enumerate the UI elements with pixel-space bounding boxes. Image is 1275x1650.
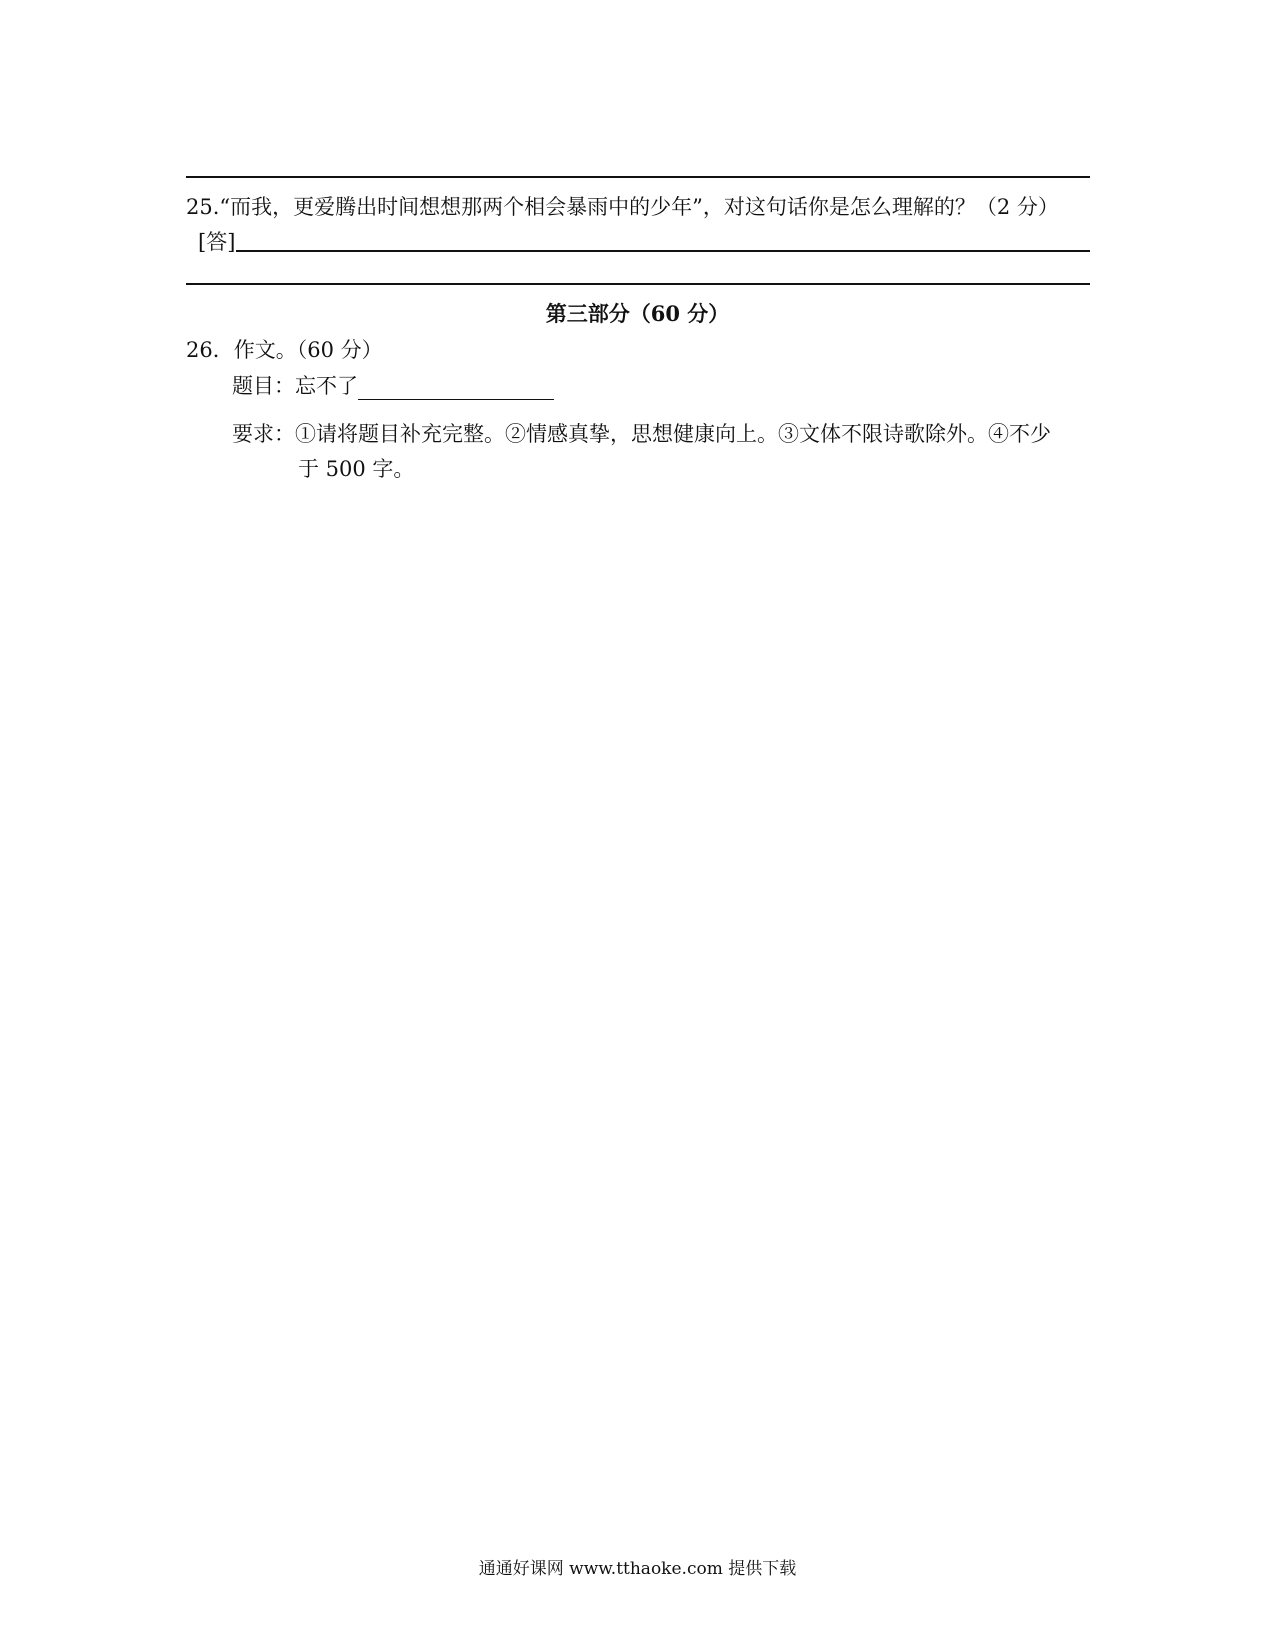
answer-line[interactable]	[236, 250, 1090, 252]
essay-title-label: 题目：忘不了	[232, 374, 358, 398]
requirements-line-2: 于 500 字。	[298, 457, 415, 481]
divider-top	[186, 176, 1090, 178]
essay-title-prompt	[232, 372, 554, 400]
answer-label: [答]	[198, 230, 236, 254]
footer-text: 通通好课网 www.tthaoke.com 提供下载	[478, 1559, 797, 1579]
section-title: 第三部分（60 分）	[545, 301, 730, 326]
question-25-text: 25.“而我，更爱腾出时间想想那两个相会暴雨中的少年”，对这句话你是怎么理解的？（2 分）	[186, 195, 1059, 219]
divider-bottom	[186, 283, 1090, 285]
essay-title-blank[interactable]	[358, 379, 554, 400]
requirements-line-1: 要求：①请将题目补充完整。②情感真挚，思想健康向上。③文体不限诗歌除外。④不少	[232, 422, 1051, 446]
question-26-text: 26．作文。（60 分）	[186, 338, 383, 362]
